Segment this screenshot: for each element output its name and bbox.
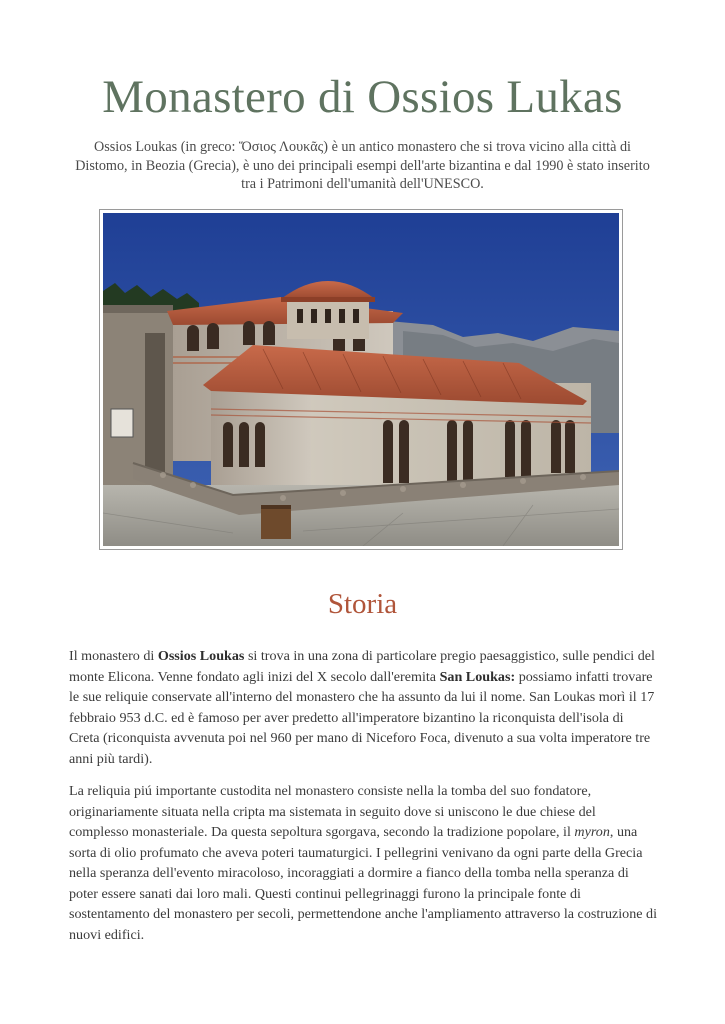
p2-text-1: La reliquia piú importante custodita nel monastero consiste nella la tomba del suo fondatore, originariamente situata nella cripta ma sistemata in seguito dove si uniscono le due chiese del complesso monasteriale. Da questa sepoltura sgorgava, secondo la tradizione popolare, il xyxy=(69,783,596,840)
p1-text-3: possiamo infatti trovare le sue reliquie conservate all'interno del monastero che ha assunto da lui il nome. San Loukas morì il 17 febbraio 953 d.C. ed è famoso per aver predetto all'imperatore bizantino la riconquista dell'isola di Creta (riconquista avvenuta poi nel 960 per mano di Niceforo Foca, divenuto a sua volta imperatore tre anni più tardi). xyxy=(69,668,655,767)
p2-italic-myron: myron xyxy=(574,824,610,840)
monastery-photo xyxy=(99,209,623,550)
p1-text-1: Il monastero di xyxy=(69,648,158,664)
p1-bold-ossios: Ossios Loukas xyxy=(157,648,245,664)
page-title: Monastero di Ossios Lukas xyxy=(102,71,623,123)
p1-bold-san-loukas: San Loukas: xyxy=(439,668,516,685)
history-paragraph-1 xyxy=(69,646,657,769)
section-heading: Storia xyxy=(327,588,398,620)
p1-text-2: si trova in una zona di particolare pregio paesaggistico, sulle pendici del monte Elicona. Venne fondato agli inizi del X secolo dall'eremita xyxy=(69,648,655,685)
intro-paragraph: Ossios Loukas (in greco: Ὅσιος Λουκᾶς) è un antico monastero che si trova vicino alla città di Distomo, in Beozia (Grecia), è uno dei principali esempi dell'arte bizantina e dal 1990 è stato inserito tra i Patrimoni dell'umanità dell'UNESCO. xyxy=(75,139,650,192)
monastery-illustration xyxy=(103,213,619,546)
history-paragraph-2 xyxy=(69,781,657,945)
p2-text-2: , una sorta di olio profumato che aveva poteri taumaturgici. I pellegrini venivano da ogni parte della Grecia nella speranza dell'evento miracoloso, incoraggiati a dormire a fianco della tomba nella speranza di poter essere sanati dai loro mali. Questi continui pellegrinaggi furono la principale fonte di sostentamento del monastero per secoli, permettendone anche l'ampliamento attraverso la costruzione di nuovi edifici. xyxy=(69,824,658,943)
